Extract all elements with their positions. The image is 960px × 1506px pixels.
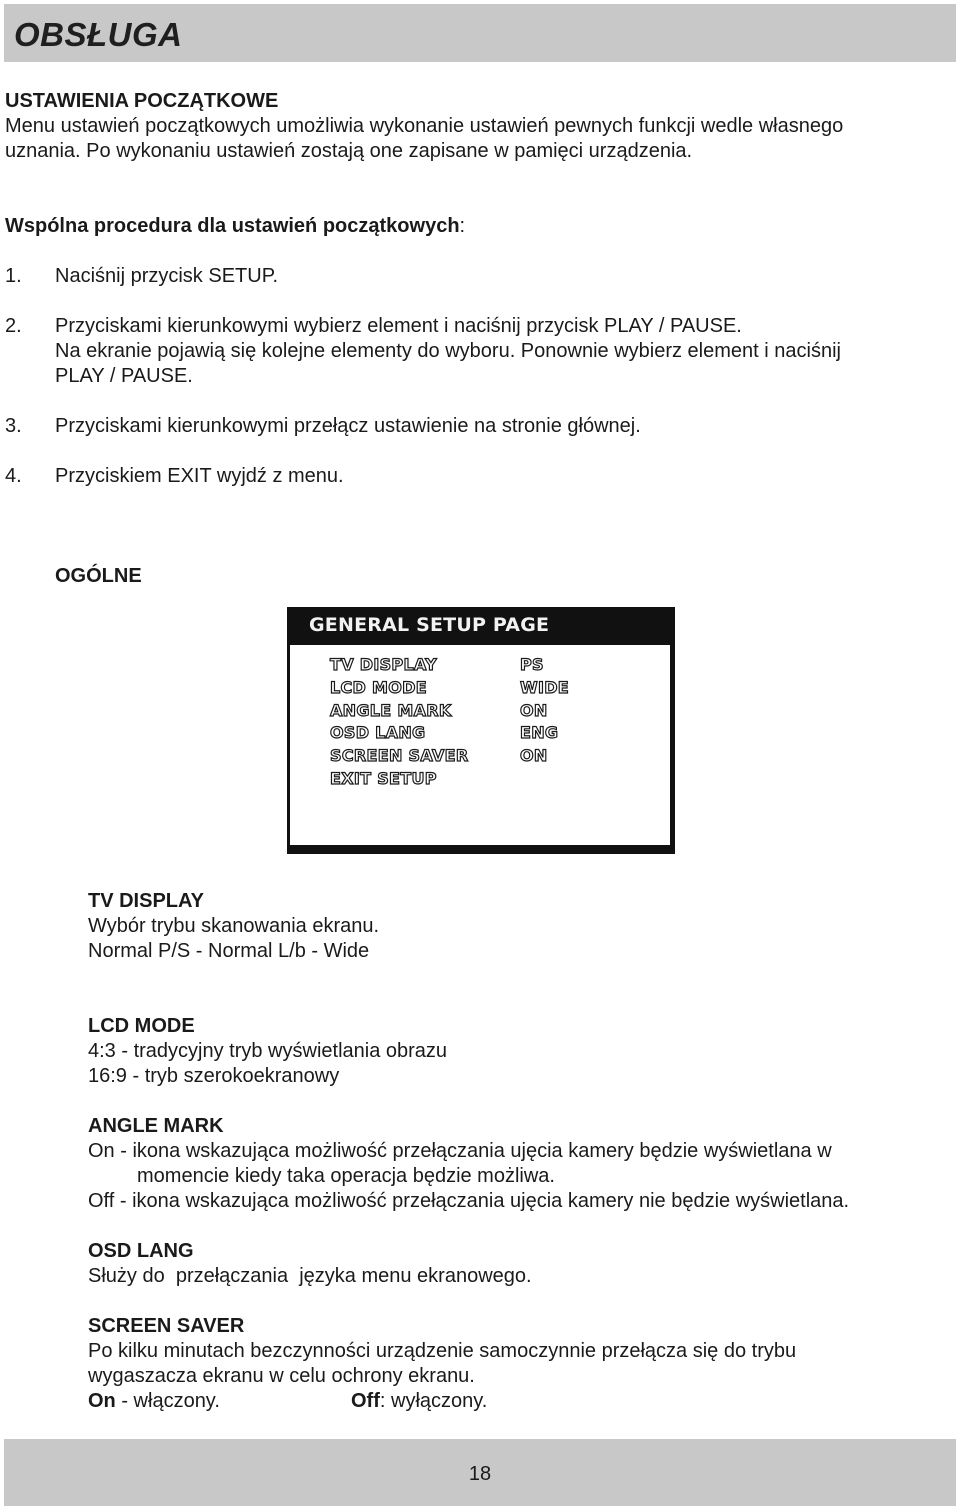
screen-saver-heading: SCREEN SAVER	[88, 1315, 245, 1337]
on-text: - włączony.	[115, 1390, 220, 1412]
step-text: Przyciskami kierunkowymi przełącz ustawienie na stronie głównej.	[55, 415, 641, 437]
angle-mark-line: On - ikona wskazująca możliwość przełączania ujęcia kamery będzie wyświetlana w	[88, 1140, 832, 1162]
step-text: PLAY / PAUSE.	[55, 365, 193, 387]
step-number: 4.	[5, 465, 22, 487]
osd-row-lcd-mode	[330, 678, 570, 700]
osd-row-value: ON	[520, 701, 548, 720]
step-text: Naciśnij przycisk SETUP.	[55, 265, 279, 287]
step-text: Przyciskiem EXIT wyjdź z menu.	[55, 465, 344, 487]
osd-row-label: EXIT SETUP	[330, 769, 437, 788]
footer-bar	[4, 1439, 956, 1506]
tv-display-line: Wybór trybu skanowania ekranu.	[88, 915, 380, 937]
osd-title: GENERAL SETUP PAGE	[309, 614, 550, 636]
osd-row-value: PS	[520, 655, 544, 674]
osd-row-tv-display	[330, 655, 544, 677]
osd-row-exit-setup	[330, 769, 437, 791]
osd-row-osd-lang	[330, 723, 559, 745]
lcd-mode-heading: LCD MODE	[88, 1015, 195, 1037]
intro-line: uznania. Po wykonaniu ustawień zostają one zapisane w pamięci urządzenia.	[5, 140, 693, 162]
tv-display-line: Normal P/S - Normal L/b - Wide	[88, 940, 370, 962]
osd-setup-screen	[287, 607, 675, 854]
osd-row-angle-mark	[330, 701, 548, 723]
screen-saver-line: Po kilku minutach bezczynności urządzenie samoczynnie przełącza się do trybu	[88, 1340, 797, 1362]
osd-menu-panel	[290, 645, 670, 845]
on-label: On	[88, 1390, 116, 1412]
step-number: 3.	[5, 415, 22, 437]
screen-saver-off	[351, 1389, 487, 1414]
osd-row-screen-saver	[330, 746, 548, 768]
osd-row-label: OSD LANG	[330, 723, 426, 742]
step-text: Na ekranie pojawią się kolejne elementy do wyboru. Ponownie wybierz element i naciśnij	[55, 340, 841, 362]
procedure-heading-bold: Wspólna procedura dla ustawień początkowych	[5, 215, 460, 237]
osd-row-value: WIDE	[520, 678, 570, 697]
step-text: Przyciskami kierunkowymi wybierz element i naciśnij przycisk PLAY / PAUSE.	[55, 315, 742, 337]
tv-display-heading: TV DISPLAY	[88, 890, 204, 912]
angle-mark-line: momencie kiedy taka operacja będzie możliwa.	[137, 1165, 555, 1187]
step-number: 2.	[5, 315, 22, 337]
intro-line: Menu ustawień początkowych umożliwia wykonanie ustawień pewnych funkcji wedle własnego	[5, 115, 844, 137]
osd-row-label: LCD MODE	[330, 678, 427, 697]
header-bar	[4, 4, 956, 62]
page-number: 18	[468, 1463, 492, 1485]
screen-saver-on	[88, 1389, 220, 1414]
lcd-mode-line: 16:9 - tryb szerokoekranowy	[88, 1065, 340, 1087]
page-title: OBSŁUGA	[14, 16, 183, 53]
osd-lang-heading: OSD LANG	[88, 1240, 194, 1262]
step-number: 1.	[5, 265, 22, 287]
intro-heading: USTAWIENIA POCZĄTKOWE	[5, 90, 279, 112]
procedure-heading-suffix: :	[459, 215, 466, 237]
off-label: Off	[351, 1390, 380, 1412]
general-heading: OGÓLNE	[55, 565, 142, 587]
lcd-mode-line: 4:3 - tradycyjny tryb wyświetlania obrazu	[88, 1040, 448, 1062]
osd-lang-line: Służy do przełączania języka menu ekranowego.	[88, 1265, 532, 1287]
osd-row-value: ENG	[520, 723, 559, 742]
angle-mark-heading: ANGLE MARK	[88, 1115, 224, 1137]
angle-mark-line: Off - ikona wskazująca możliwość przełączania ujęcia kamery nie będzie wyświetlana.	[88, 1190, 850, 1212]
osd-row-label: TV DISPLAY	[330, 655, 437, 674]
osd-row-label: ANGLE MARK	[330, 701, 452, 720]
off-text: : wyłączony.	[379, 1390, 488, 1412]
procedure-heading	[5, 214, 465, 239]
osd-row-value: ON	[520, 746, 548, 765]
osd-row-label: SCREEN SAVER	[330, 746, 469, 765]
screen-saver-line: wygaszacza ekranu w celu ochrony ekranu.	[88, 1365, 475, 1387]
